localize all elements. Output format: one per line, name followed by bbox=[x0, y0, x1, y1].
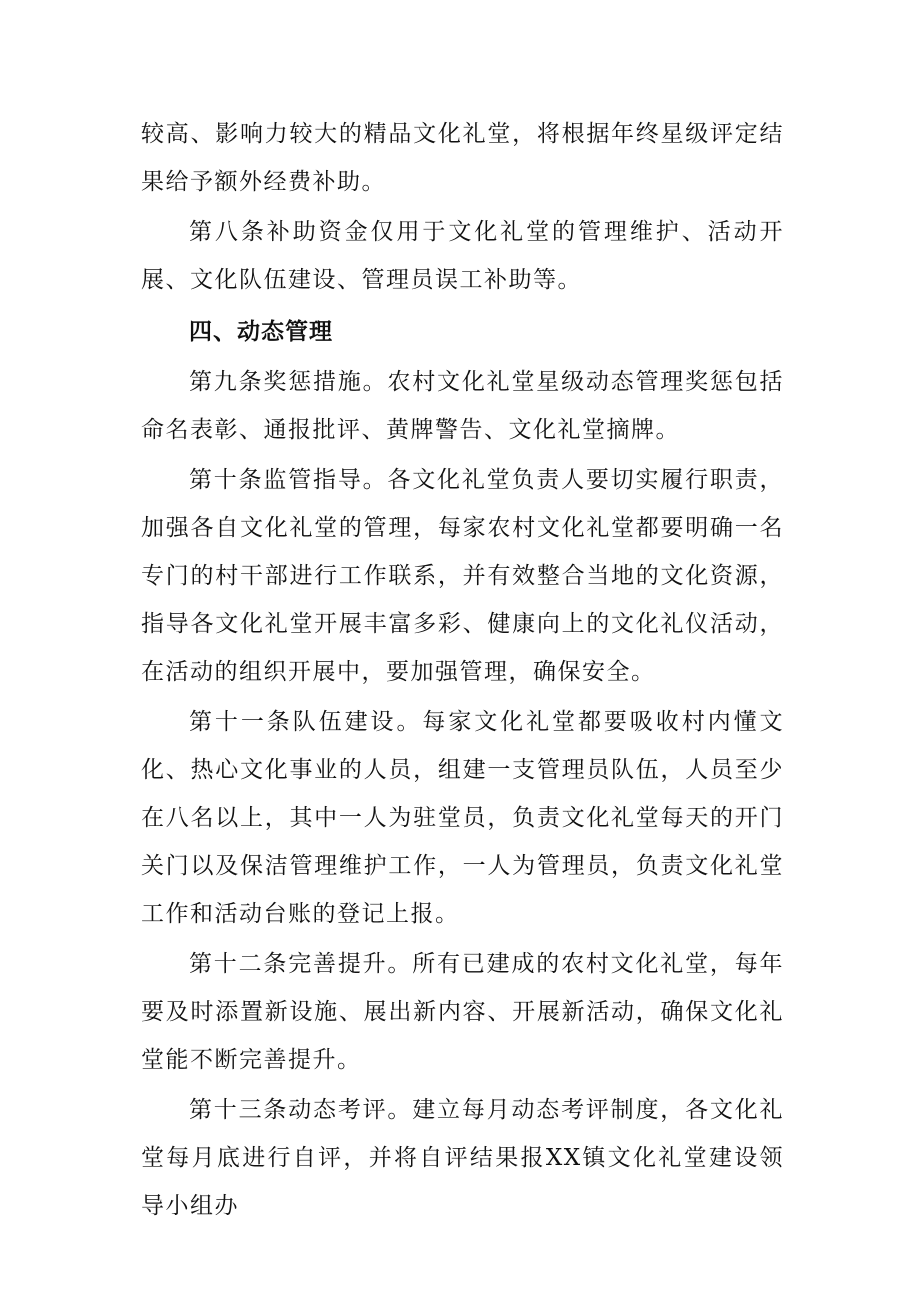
paragraph-article-9: 第九条奖惩措施。农村文化礼堂星级动态管理奖惩包括命名表彰、通报批评、黄牌警告、文化礼堂摘牌。 bbox=[141, 369, 784, 443]
paragraph-continued: 较高、影响力较大的精品文化礼堂，将根据年终星级评定结果给予额外经费补助。 bbox=[141, 121, 784, 195]
paragraph-article-10: 第十条监管指导。各文化礼堂负责人要切实履行职责，加强各自文化礼堂的管理，每家农村文化礼堂都要明确一名专门的村干部进行工作联系，并有效整合当地的文化资源，指导各文化礼堂开展丰富多彩、健康向上的文化礼仪活动，在活动的组织开展中，要加强管理，确保安全。 bbox=[141, 467, 784, 685]
paragraph-article-13: 第十三条动态考评。建立每月动态考评制度，各文化礼堂每月底进行自评，并将自评结果报XX镇文化礼堂建设领导小组办 bbox=[141, 1097, 784, 1219]
paragraph-article-8: 第八条补助资金仅用于文化礼堂的管理维护、活动开展、文化队伍建设、管理员误工补助等。 bbox=[141, 219, 784, 293]
section-heading-dynamic-management: 四、动态管理 bbox=[189, 319, 333, 345]
document-body bbox=[141, 110, 784, 1232]
paragraph-article-12: 第十二条完善提升。所有已建成的农村文化礼堂，每年要及时添置新设施、展出新内容、开展新活动，确保文化礼堂能不断完善提升。 bbox=[141, 951, 784, 1073]
paragraph-article-11: 第十一条队伍建设。每家文化礼堂都要吸收村内懂文化、热心文化事业的人员，组建一支管理员队伍，人员至少在八名以上，其中一人为驻堂员，负责文化礼堂每天的开门关门以及保洁管理维护工作，一人为管理员，负责文化礼堂工作和活动台账的登记上报。 bbox=[141, 709, 784, 927]
